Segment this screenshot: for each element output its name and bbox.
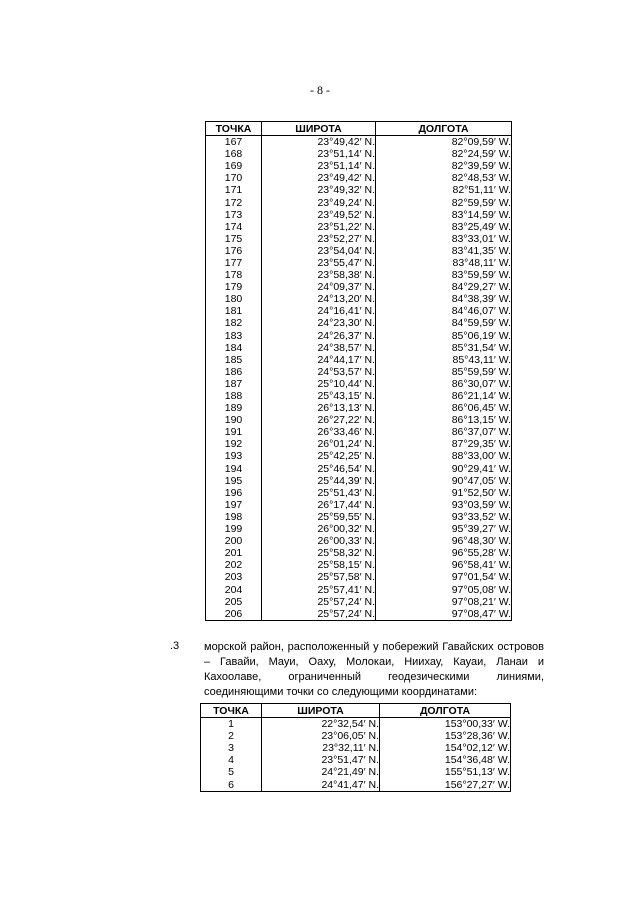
latitude-cell: 26°27,22′ N. [262,414,376,426]
point-cell: 193 [206,450,262,462]
point-cell: 189 [206,402,262,414]
table-header-row [201,704,511,718]
longitude-cell: 153°28,36′ W. [380,730,511,742]
point-cell: 197 [206,499,262,511]
longitude-cell: 83°14,59′ W. [376,209,512,221]
longitude-cell: 96°55,28′ W. [376,547,512,559]
latitude-cell: 25°43,15′ N. [262,390,376,402]
page-number: - 8 - [310,83,330,97]
longitude-cell: 153°00,33′ W. [380,718,511,731]
table-row [206,390,512,402]
table-header-row [206,122,512,136]
coordinates-table-1 [205,121,512,621]
longitude-cell: 90°29,41′ W. [376,463,512,475]
point-cell: 182 [206,317,262,329]
table-row [206,402,512,414]
latitude-cell: 25°10,44′ N. [262,378,376,390]
latitude-cell: 23°51,22′ N. [262,221,376,233]
table-row [206,148,512,160]
coordinates-table-2 [200,703,511,792]
latitude-cell: 26°01,24′ N. [262,438,376,450]
latitude-cell: 23°49,32′ N. [262,184,376,196]
point-cell: 176 [206,245,262,257]
latitude-cell: 24°44,17′ N. [262,354,376,366]
header-latitude: ШИРОТА [262,122,376,136]
longitude-cell: 88°33,00′ W. [376,450,512,462]
table-row [201,742,511,754]
point-cell: 173 [206,209,262,221]
latitude-cell: 24°16,41′ N. [262,305,376,317]
table-row [206,596,512,608]
table-row [206,414,512,426]
longitude-cell: 85°59,59′ W. [376,366,512,378]
latitude-cell: 23°51,47′ N. [262,754,380,766]
table-row [206,535,512,547]
point-cell: 178 [206,269,262,281]
table-row [206,257,512,269]
latitude-cell: 23°49,24′ N. [262,196,376,208]
point-cell: 185 [206,354,262,366]
latitude-cell: 24°23,30′ N. [262,317,376,329]
latitude-cell: 25°57,24′ N. [262,596,376,608]
point-cell: 179 [206,281,262,293]
table-row [206,523,512,535]
latitude-cell: 25°44,39′ N. [262,475,376,487]
point-cell: 200 [206,535,262,547]
header-longitude: ДОЛГОТА [376,122,512,136]
longitude-cell: 93°03,59′ W. [376,499,512,511]
longitude-cell: 84°46,07′ W. [376,305,512,317]
latitude-cell: 25°58,32′ N. [262,547,376,559]
point-cell: 190 [206,414,262,426]
header-point: ТОЧКА [206,122,262,136]
point-cell: 167 [206,136,262,149]
point-cell: 3 [201,742,262,754]
point-cell: 196 [206,487,262,499]
point-cell: 192 [206,438,262,450]
point-cell: 5 [201,766,262,778]
table-row [206,426,512,438]
point-cell: 2 [201,730,262,742]
point-cell: 191 [206,426,262,438]
longitude-cell: 82°48,53′ W. [376,172,512,184]
point-cell: 206 [206,608,262,621]
table-row [201,754,511,766]
table-row [206,583,512,595]
header-point: ТОЧКА [201,704,262,718]
longitude-cell: 82°59,59′ W. [376,196,512,208]
latitude-cell: 25°46,54′ N. [262,463,376,475]
point-cell: 204 [206,583,262,595]
latitude-cell: 24°38,57′ N. [262,342,376,354]
latitude-cell: 24°09,37′ N. [262,281,376,293]
latitude-cell: 25°57,24′ N. [262,608,376,621]
longitude-cell: 82°51,11′ W. [376,184,512,196]
longitude-cell: 83°48,11′ W. [376,257,512,269]
table-row [206,608,512,621]
table-row [206,281,512,293]
table-row [206,221,512,233]
table-row [206,172,512,184]
point-cell: 199 [206,523,262,535]
table-row [206,233,512,245]
longitude-cell: 95°39,27′ W. [376,523,512,535]
longitude-cell: 155°51,13′ W. [380,766,511,778]
table-row [206,342,512,354]
longitude-cell: 83°59,59′ W. [376,269,512,281]
table-row [206,559,512,571]
longitude-cell: 86°13,15′ W. [376,414,512,426]
point-cell: 172 [206,196,262,208]
point-cell: 1 [201,718,262,731]
table-row [206,305,512,317]
latitude-cell: 22°32,54′ N. [262,718,380,731]
latitude-cell: 24°13,20′ N. [262,293,376,305]
longitude-cell: 83°33,01′ W. [376,233,512,245]
latitude-cell: 25°57,41′ N. [262,583,376,595]
table-row [206,438,512,450]
table-row [201,718,511,731]
latitude-cell: 23°06,05′ N. [262,730,380,742]
latitude-cell: 23°51,14′ N. [262,160,376,172]
table-row [206,378,512,390]
longitude-cell: 156°27,27′ W. [380,778,511,791]
table-row [206,293,512,305]
latitude-cell: 25°59,55′ N. [262,511,376,523]
point-cell: 202 [206,559,262,571]
section-number: .3 [170,640,180,652]
latitude-cell: 23°32,11′ N. [262,742,380,754]
point-cell: 188 [206,390,262,402]
point-cell: 187 [206,378,262,390]
latitude-cell: 25°51,43′ N. [262,487,376,499]
section-text: морской район, расположенный у побережий Гавайских островов – Гавайи, Мауи, Оаху, Молокаи, Ниихау, Кауаи, Ланаи и Кахоолаве, ограниченный геодезическими линиями, соединяющими точки со следующими координатами: [204,641,544,698]
latitude-cell: 23°51,14′ N. [262,148,376,160]
longitude-cell: 86°37,07′ W. [376,426,512,438]
table-row [206,547,512,559]
table-row [206,160,512,172]
point-cell: 183 [206,330,262,342]
longitude-cell: 82°24,59′ W. [376,148,512,160]
point-cell: 171 [206,184,262,196]
point-cell: 205 [206,596,262,608]
table-row [206,354,512,366]
table-row [201,766,511,778]
table-row [206,499,512,511]
longitude-cell: 86°06,45′ W. [376,402,512,414]
point-cell: 184 [206,342,262,354]
point-cell: 198 [206,511,262,523]
point-cell: 181 [206,305,262,317]
longitude-cell: 154°02,12′ W. [380,742,511,754]
point-cell: 6 [201,778,262,791]
table-row [206,571,512,583]
latitude-cell: 25°57,58′ N. [262,571,376,583]
latitude-cell: 23°55,47′ N. [262,257,376,269]
longitude-cell: 154°36,48′ W. [380,754,511,766]
header-latitude: ШИРОТА [262,704,380,718]
latitude-cell: 24°26,37′ N. [262,330,376,342]
longitude-cell: 83°41,35′ W. [376,245,512,257]
table-row [206,463,512,475]
table-row [206,196,512,208]
longitude-cell: 90°47,05′ W. [376,475,512,487]
table-row [206,487,512,499]
table-row [206,475,512,487]
point-cell: 168 [206,148,262,160]
table-row [206,330,512,342]
longitude-cell: 91°52,50′ W. [376,487,512,499]
table-row [206,184,512,196]
longitude-cell: 86°21,14′ W. [376,390,512,402]
longitude-cell: 84°59,59′ W. [376,317,512,329]
point-cell: 177 [206,257,262,269]
table-row [206,269,512,281]
longitude-cell: 96°58,41′ W. [376,559,512,571]
table-row [206,317,512,329]
latitude-cell: 23°58,38′ N. [262,269,376,281]
longitude-cell: 82°39,59′ W. [376,160,512,172]
point-cell: 170 [206,172,262,184]
latitude-cell: 23°49,42′ N. [262,172,376,184]
longitude-cell: 97°01,54′ W. [376,571,512,583]
longitude-cell: 84°38,39′ W. [376,293,512,305]
longitude-cell: 84°29,27′ W. [376,281,512,293]
latitude-cell: 24°53,57′ N. [262,366,376,378]
latitude-cell: 23°52,27′ N. [262,233,376,245]
table-row [206,450,512,462]
point-cell: 194 [206,463,262,475]
longitude-cell: 87°29,35′ W. [376,438,512,450]
point-cell: 186 [206,366,262,378]
latitude-cell: 26°00,33′ N. [262,535,376,547]
longitude-cell: 82°09,59′ W. [376,136,512,149]
table-row [206,209,512,221]
table-row [206,511,512,523]
latitude-cell: 25°42,25′ N. [262,450,376,462]
point-cell: 175 [206,233,262,245]
latitude-cell: 26°00,32′ N. [262,523,376,535]
point-cell: 180 [206,293,262,305]
longitude-cell: 97°05,08′ W. [376,583,512,595]
point-cell: 201 [206,547,262,559]
longitude-cell: 96°48,30′ W. [376,535,512,547]
latitude-cell: 25°58,15′ N. [262,559,376,571]
longitude-cell: 93°33,52′ W. [376,511,512,523]
latitude-cell: 26°33,46′ N. [262,426,376,438]
longitude-cell: 85°06,19′ W. [376,330,512,342]
point-cell: 169 [206,160,262,172]
header-longitude: ДОЛГОТА [380,704,511,718]
point-cell: 174 [206,221,262,233]
latitude-cell: 24°41,47′ N. [262,778,380,791]
table-row [201,778,511,791]
table-row [206,136,512,149]
latitude-cell: 23°54,04′ N. [262,245,376,257]
latitude-cell: 24°21,49′ N. [262,766,380,778]
latitude-cell: 23°49,42′ N. [262,136,376,149]
longitude-cell: 86°30,07′ W. [376,378,512,390]
table-row [201,730,511,742]
table-row [206,245,512,257]
longitude-cell: 85°31,54′ W. [376,342,512,354]
point-cell: 203 [206,571,262,583]
longitude-cell: 85°43,11′ W. [376,354,512,366]
longitude-cell: 83°25,49′ W. [376,221,512,233]
latitude-cell: 26°13,13′ N. [262,402,376,414]
longitude-cell: 97°08,47′ W. [376,608,512,621]
latitude-cell: 26°17,44′ N. [262,499,376,511]
table-row [206,366,512,378]
latitude-cell: 23°49,52′ N. [262,209,376,221]
point-cell: 195 [206,475,262,487]
longitude-cell: 97°08,21′ W. [376,596,512,608]
point-cell: 4 [201,754,262,766]
